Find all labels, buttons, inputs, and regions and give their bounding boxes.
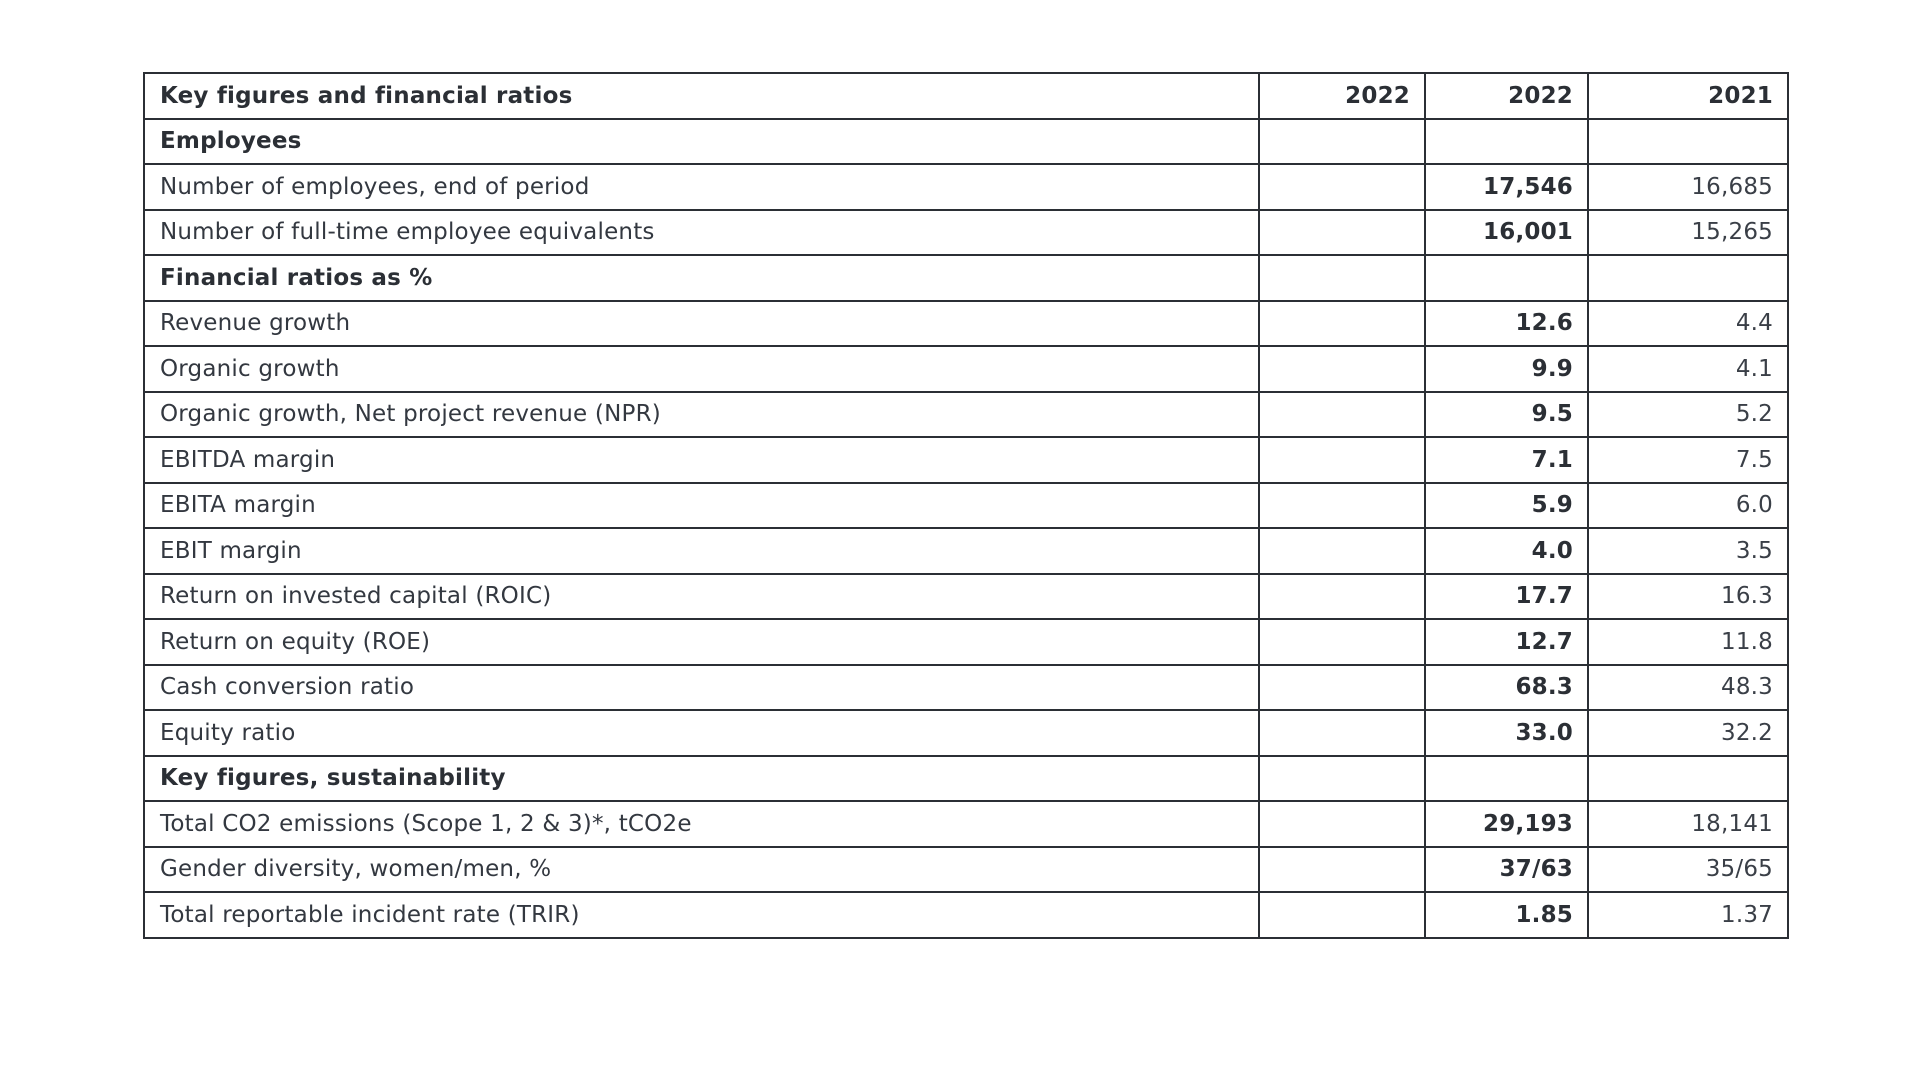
row-label: Organic growth: [144, 346, 1259, 392]
cell-year-3: 48.3: [1588, 665, 1788, 711]
table-row: [144, 346, 1788, 392]
cell-year-2: 7.1: [1425, 437, 1588, 483]
section-header-row: [144, 255, 1788, 301]
cell-year-2: 68.3: [1425, 665, 1588, 711]
row-label: Equity ratio: [144, 710, 1259, 756]
cell-year-2: [1425, 756, 1588, 802]
section-label: Key figures, sustainability: [144, 756, 1259, 802]
column-header-year-2: 2022: [1425, 73, 1588, 119]
cell-year-1: [1259, 210, 1425, 256]
cell-year-1: [1259, 255, 1425, 301]
cell-year-1: [1259, 710, 1425, 756]
cell-year-2: 37/63: [1425, 847, 1588, 893]
table-row: [144, 483, 1788, 529]
cell-year-2: [1425, 119, 1588, 165]
section-label: Employees: [144, 119, 1259, 165]
cell-year-2: 1.85: [1425, 892, 1588, 938]
table-row: [144, 801, 1788, 847]
table-row: [144, 392, 1788, 438]
row-label: Return on invested capital (ROIC): [144, 574, 1259, 620]
row-label: EBITDA margin: [144, 437, 1259, 483]
cell-year-1: [1259, 892, 1425, 938]
cell-year-1: [1259, 437, 1425, 483]
cell-year-2: 33.0: [1425, 710, 1588, 756]
cell-year-1: [1259, 619, 1425, 665]
row-label: EBIT margin: [144, 528, 1259, 574]
cell-year-3: [1588, 756, 1788, 802]
cell-year-2: 9.5: [1425, 392, 1588, 438]
cell-year-1: [1259, 574, 1425, 620]
row-label: Return on equity (ROE): [144, 619, 1259, 665]
cell-year-2: 29,193: [1425, 801, 1588, 847]
cell-year-3: 32.2: [1588, 710, 1788, 756]
cell-year-3: 1.37: [1588, 892, 1788, 938]
row-label: Revenue growth: [144, 301, 1259, 347]
cell-year-2: 17.7: [1425, 574, 1588, 620]
cell-year-1: [1259, 301, 1425, 347]
table-row: [144, 301, 1788, 347]
cell-year-3: 15,265: [1588, 210, 1788, 256]
cell-year-3: 7.5: [1588, 437, 1788, 483]
section-label: Financial ratios as %: [144, 255, 1259, 301]
row-label: Gender diversity, women/men, %: [144, 847, 1259, 893]
table-row: [144, 437, 1788, 483]
section-header-row: [144, 119, 1788, 165]
row-label: Number of full-time employee equivalents: [144, 210, 1259, 256]
cell-year-3: 6.0: [1588, 483, 1788, 529]
table-row: [144, 574, 1788, 620]
cell-year-3: 11.8: [1588, 619, 1788, 665]
table-row: [144, 210, 1788, 256]
cell-year-2: 12.7: [1425, 619, 1588, 665]
cell-year-1: [1259, 119, 1425, 165]
cell-year-1: [1259, 346, 1425, 392]
table-row: [144, 892, 1788, 938]
cell-year-3: 35/65: [1588, 847, 1788, 893]
cell-year-1: [1259, 847, 1425, 893]
cell-year-2: 5.9: [1425, 483, 1588, 529]
cell-year-2: 4.0: [1425, 528, 1588, 574]
cell-year-2: 16,001: [1425, 210, 1588, 256]
column-header-year-1: 2022: [1259, 73, 1425, 119]
row-label: Total reportable incident rate (TRIR): [144, 892, 1259, 938]
cell-year-2: 9.9: [1425, 346, 1588, 392]
cell-year-3: 3.5: [1588, 528, 1788, 574]
column-header-year-3: 2021: [1588, 73, 1788, 119]
cell-year-1: [1259, 483, 1425, 529]
row-label: Organic growth, Net project revenue (NPR): [144, 392, 1259, 438]
cell-year-3: 16,685: [1588, 164, 1788, 210]
cell-year-3: [1588, 119, 1788, 165]
row-label: Number of employees, end of period: [144, 164, 1259, 210]
row-label: Total CO2 emissions (Scope 1, 2 & 3)*, tCO2e: [144, 801, 1259, 847]
cell-year-1: [1259, 164, 1425, 210]
table-row: [144, 528, 1788, 574]
cell-year-3: 16.3: [1588, 574, 1788, 620]
cell-year-3: 5.2: [1588, 392, 1788, 438]
table-row: [144, 164, 1788, 210]
cell-year-1: [1259, 801, 1425, 847]
cell-year-3: 18,141: [1588, 801, 1788, 847]
cell-year-1: [1259, 392, 1425, 438]
cell-year-2: [1425, 255, 1588, 301]
table-row: [144, 847, 1788, 893]
table-header-row: [144, 73, 1788, 119]
table-row: [144, 710, 1788, 756]
cell-year-1: [1259, 665, 1425, 711]
table-title: Key figures and financial ratios: [144, 73, 1259, 119]
cell-year-3: [1588, 255, 1788, 301]
key-figures-table: [143, 72, 1789, 939]
cell-year-2: 12.6: [1425, 301, 1588, 347]
row-label: EBITA margin: [144, 483, 1259, 529]
section-header-row: [144, 756, 1788, 802]
table-row: [144, 619, 1788, 665]
cell-year-3: 4.4: [1588, 301, 1788, 347]
cell-year-3: 4.1: [1588, 346, 1788, 392]
table-row: [144, 665, 1788, 711]
cell-year-2: 17,546: [1425, 164, 1588, 210]
cell-year-1: [1259, 756, 1425, 802]
cell-year-1: [1259, 528, 1425, 574]
row-label: Cash conversion ratio: [144, 665, 1259, 711]
